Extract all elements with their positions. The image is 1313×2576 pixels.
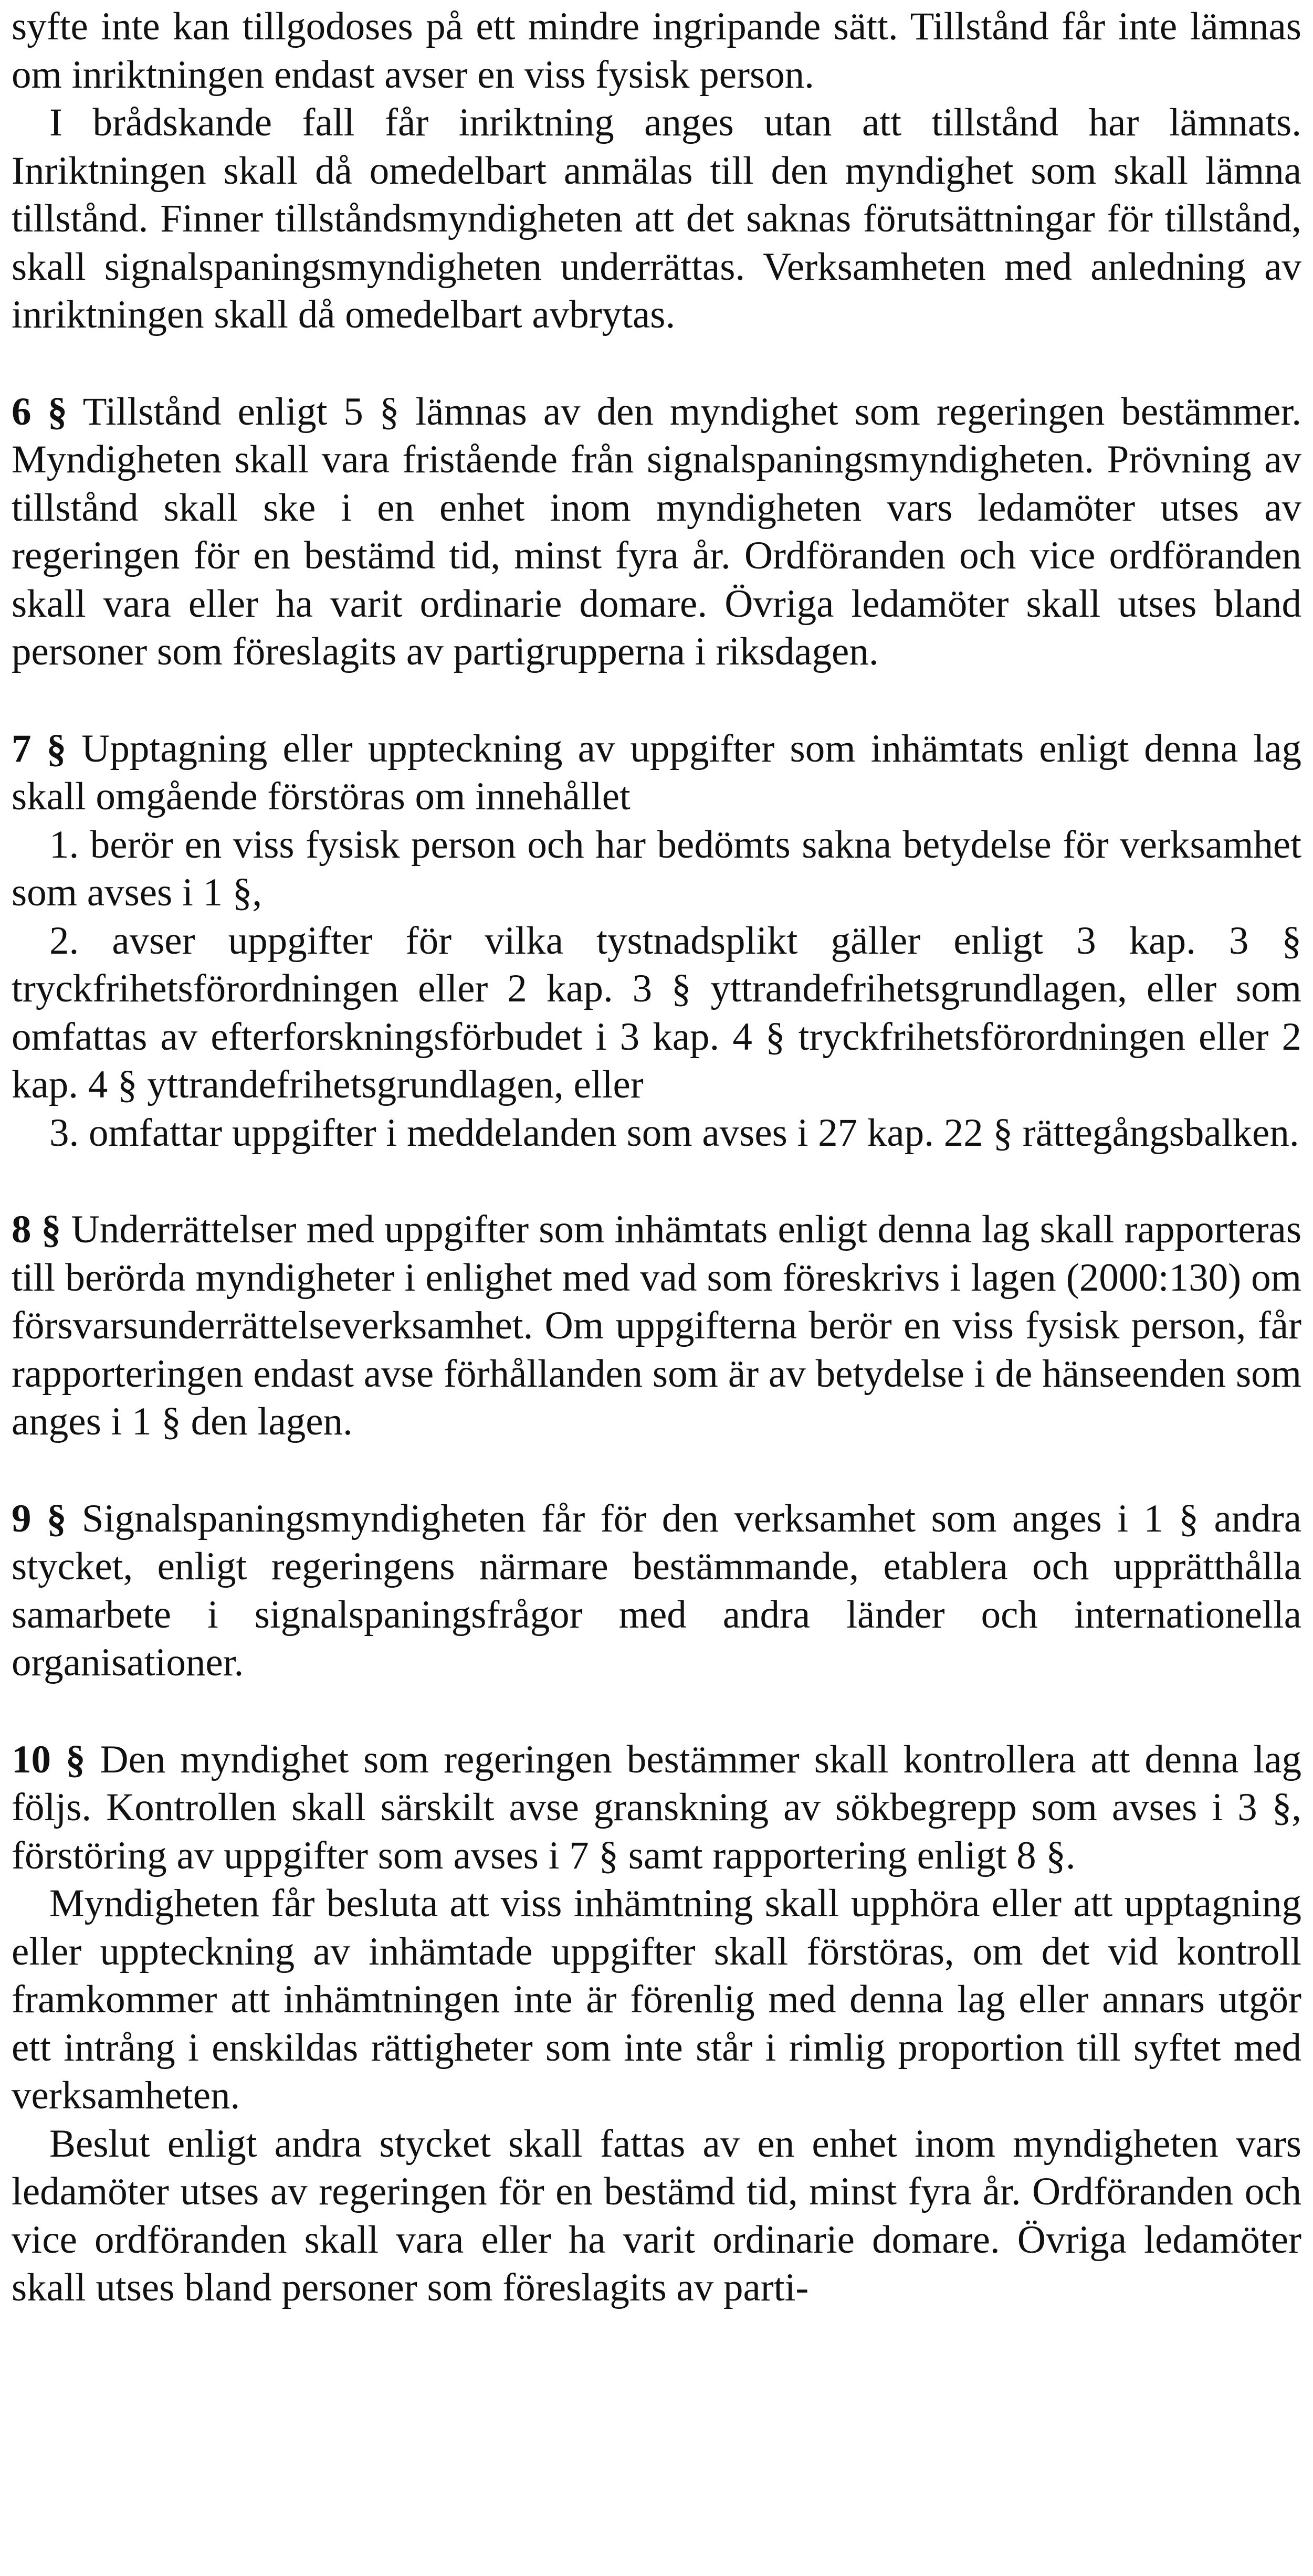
section-symbol: §	[65, 1737, 86, 1781]
section-symbol: §	[46, 1496, 67, 1540]
section-text: Upptagning eller uppteckning av uppgifter som inhämtats enligt denna lag skall omgående förstöras om innehållet	[12, 726, 1302, 818]
section-9	[12, 1495, 1301, 1687]
section-symbol: §	[47, 389, 67, 434]
paragraph-continued: syfte inte kan tillgodoses på ett mindre ingripande sätt. Tillstånd får inte lämnas om inriktningen endast avser en viss fysisk person.	[12, 5, 1301, 97]
section-text: Tillstånd enligt 5 § lämnas av den myndighet som regeringen bestämmer. Myndigheten skall vara fristående från signalspaningsmyndigheten. Prövning av tillstånd skall ske i en enhet inom myndigheten vars ledamöter utses av regeringen för en bestämd tid, minst fyra år. Ordföranden och vice ordföranden skall vara eller ha varit ordinarie domare. Övriga ledamöter skall utses bland personer som föreslagits av partigrupperna i riksdagen.	[12, 389, 1301, 673]
section-text: Signalspaningsmyndigheten får för den verksamhet som anges i 1 § andra stycket, enligt regeringens närmare bestämmande, etablera och upprätthålla samarbete i signalspaningsfrågor med andra länder och internationella organisationer.	[12, 1496, 1301, 1684]
paragraph-urgent-cases: I brådskande fall får inriktning anges utan att tillstånd har lämnats. Inriktningen skall då omedelbart anmälas till den myndighet som skall lämna tillstånd. Finner tillståndsmyndigheten att det saknas förutsättningar för tillstånd, skall signalspaningsmyndigheten underrättas. Verksamheten med anledning av inriktningen skall då omedelbart avbrytas.	[12, 101, 1301, 336]
section-9-lead	[12, 1495, 1301, 1687]
section-7-lead	[12, 725, 1301, 821]
section-7	[12, 725, 1301, 1157]
section-6	[12, 388, 1301, 676]
section-6-lead	[12, 388, 1301, 676]
section-text: Underrättelser med uppgifter som inhämtats enligt denna lag skall rapporteras till berörda myndigheter i enlighet med vad som föreskrivs i lagen (2000:130) om försvarsunderrättelseverksamhet. Om uppgifterna berör en viss fysisk person, får rapporteringen endast avse förhållanden som är av betydelse i de hänseenden som anges i 1 § den lagen.	[12, 1208, 1302, 1443]
section-8-lead	[12, 1206, 1301, 1446]
section-10	[12, 1736, 1301, 2312]
list-item: 1. berör en viss fysisk person och har bedömts sakna betydelse för verksamhet som avses i 1 §,	[12, 822, 1301, 914]
paragraph: Beslut enligt andra stycket skall fattas av en enhet inom myndigheten vars ledamöter utses av regeringen för en bestämd tid, minst fyra år. Ordföranden och vice ordföranden skall vara eller ha varit ordinarie domare. Övriga ledamöter skall utses bland personer som föreslagits av parti-	[12, 2121, 1301, 2309]
section-symbol: §	[41, 1208, 61, 1251]
section-10-lead	[12, 1736, 1301, 1880]
list-item: 2. avser uppgifter för vilka tystnadsplikt gäller enligt 3 kap. 3 § tryckfrihetsförordningen eller 2 kap. 3 § yttrandefrihetsgrundlagen, eller som omfattas av efterforskningsförbudet i 3 kap. 4 § tryckfrihetsförordningen eller 2 kap. 4 § yttrandefrihetsgrundlagen, eller	[12, 919, 1301, 1106]
section-number: 7	[12, 726, 31, 770]
section-text: Den myndighet som regeringen bestämmer skall kontrollera att denna lag följs. Kontrollen skall särskilt avse granskning av sökbegrepp som avses i 3 §, förstöring av uppgifter som avses i 7 § samt rapportering enligt 8 §.	[12, 1737, 1301, 1877]
section-8	[12, 1206, 1301, 1446]
paragraph: Myndigheten får besluta att viss inhämtning skall upphöra eller att upptagning eller uppteckning av inhämtade uppgifter skall förstöras, om det vid kontroll framkommer att inhämtningen inte är förenlig med denna lag eller annars utgör ett intrång i enskildas rättigheter som inte står i rimlig proportion till syftet med verksamheten.	[12, 1882, 1301, 2117]
list-item: 3. omfattar uppgifter i meddelanden som avses i 27 kap. 22 § rättegångsbalken.	[49, 1111, 1299, 1155]
section-number: 10	[12, 1737, 51, 1781]
section-number: 6	[12, 389, 31, 434]
section-number: 9	[12, 1496, 31, 1540]
section-symbol: §	[46, 726, 67, 770]
section-number: 8	[12, 1208, 31, 1251]
